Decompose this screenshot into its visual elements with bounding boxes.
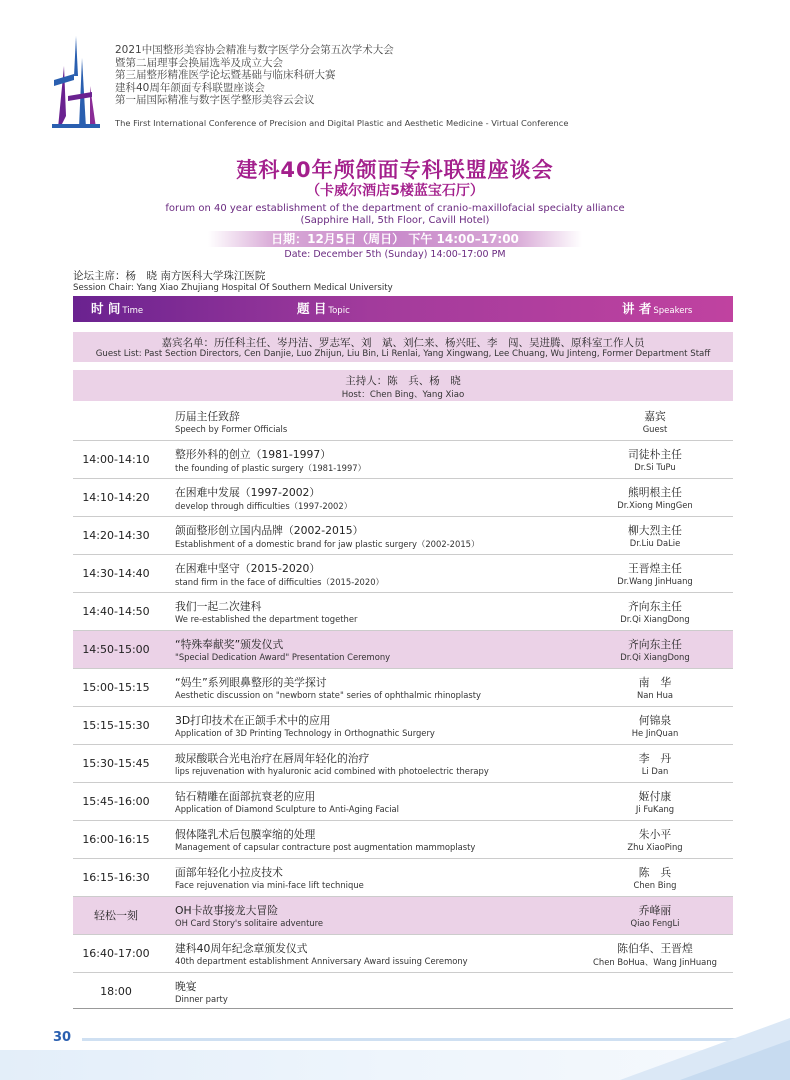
row-topic-en: Establishment of a domestic brand for jaw plastic surgery（2002-2015） (175, 539, 480, 549)
conference-logo (52, 36, 100, 128)
row-topic-en: Speech by Former Officials (175, 424, 288, 434)
row-topic-cn: “特殊奉献奖”颁发仪式 (175, 638, 284, 651)
row-time: 14:40-14:50 (82, 605, 150, 618)
title-english: forum on 40 year establishment of the department of cranio-maxillofacial specialty alliance (165, 203, 625, 214)
row-topic-cn: 在困难中坚守（2015-2020） (175, 562, 321, 575)
table-row (73, 859, 733, 897)
row-speaker-en: Dr.Si TuPu (634, 462, 676, 472)
row-speaker-cn: 齐向东主任 (628, 600, 682, 613)
row-speaker-en: Dr.Wang JinHuang (617, 576, 693, 586)
guest-list (73, 332, 733, 362)
row-speaker-cn: 南 华 (638, 676, 672, 689)
row-speaker-en: Dr.Qi XiangDong (620, 614, 690, 624)
row-speaker-en: Guest (642, 424, 668, 434)
row-topic-cn: 整形外科的创立（1981-1997） (175, 448, 332, 461)
row-time: 14:20-14:30 (82, 529, 150, 542)
table-row (73, 517, 733, 555)
table-row (73, 707, 733, 745)
row-topic-cn: 晚宴 (175, 980, 197, 993)
row-speaker-en: Zhu XiaoPing (627, 842, 683, 852)
header-line: 暨第二届理事会换届选举及成立大会 (115, 56, 283, 69)
row-topic-en: Face rejuvenation via mini-face lift technique (175, 880, 364, 890)
guest-list-cn: 嘉宾名单：历任科主任、岑丹洁、罗志军、刘 斌、刘仁来、杨兴旺、李 闯、吴进腾、原科室工作人员 (161, 337, 645, 349)
row-speaker-cn: 嘉宾 (644, 410, 666, 423)
row-speaker-cn: 柳大烈主任 (628, 524, 682, 537)
row-time: 15:15-15:30 (82, 719, 150, 732)
row-time: 14:00-14:10 (82, 453, 150, 466)
row-speaker-en: Chen Bing (633, 880, 677, 890)
row-topic-cn: 历届主任致辞 (175, 410, 240, 423)
table-row (73, 441, 733, 479)
row-topic-cn: 3D打印技术在正颌手术中的应用 (175, 714, 331, 727)
page-title: 建科40年颅颌面专科联盟座谈会 (236, 158, 554, 182)
session-chair-en: Session Chair: Yang Xiao Zhujiang Hospital Of Southern Medical University (73, 283, 393, 293)
row-speaker-en: Li Dan (641, 766, 669, 776)
row-time: 14:50-15:00 (82, 643, 150, 656)
row-topic-en: OH Card Story's solitaire adventure (175, 918, 324, 928)
host-cn: 主持人：陈 兵、杨 晓 (345, 375, 461, 387)
header-speakers: 讲 者 Speakers (622, 301, 693, 316)
row-speaker-en: Dr.Qi XiangDong (620, 652, 690, 662)
session-chair-cn: 论坛主席：杨 晓 南方医科大学珠江医院 (73, 270, 266, 282)
row-topic-en: Dinner party (175, 994, 228, 1004)
guest-list-en: Guest List: Past Section Directors, Cen Danjie, Luo Zhijun, Liu Bin, Li Renlai, Yang Xingwang, Lee Chuang, Wu Jinteng, Former Department Staff (95, 349, 711, 359)
row-speaker-cn: 李 丹 (638, 752, 672, 765)
row-speaker-en: He JinQuan (631, 728, 679, 738)
table-row (73, 745, 733, 783)
row-speaker-en: Dr.Xiong MingGen (617, 500, 693, 510)
table-row (73, 821, 733, 859)
host-en: Host：Chen Bing、Yang Xiao (341, 390, 465, 400)
row-speaker-en: Nan Hua (636, 690, 674, 700)
table-row (73, 897, 733, 935)
row-time: 18:00 (100, 985, 132, 998)
row-speaker-cn: 陈 兵 (638, 866, 672, 879)
footer-decoration (560, 1018, 790, 1080)
table-header (73, 296, 733, 322)
row-speaker-cn: 乔峰丽 (638, 904, 672, 917)
header-line: 建科40周年颌面专科联盟座谈会 (115, 81, 265, 94)
row-time: 15:00-15:15 (82, 681, 150, 694)
table-row (73, 783, 733, 821)
row-topic-en: the founding of plastic surgery（1981-1997） (175, 463, 367, 473)
row-topic-en: 40th department establishment Anniversary Award issuing Ceremony (175, 956, 468, 966)
row-topic-en: "Special Dedication Award" Presentation Ceremony (175, 652, 391, 662)
row-topic-cn: 面部年轻化小拉皮技术 (175, 866, 283, 879)
row-topic-cn: OH卡故事接龙大冒险 (175, 904, 278, 917)
header-line: 第三届整形精准医学论坛暨基础与临床科研大赛 (115, 69, 336, 82)
table-row (73, 479, 733, 517)
row-topic-en: Application of 3D Printing Technology in Orthognathic Surgery (175, 728, 435, 738)
date-cn: 日期：12月5日（周日） 下午 14:00–17:00 (208, 231, 582, 247)
table-row (73, 593, 733, 631)
row-speaker-cn: 何锦泉 (638, 714, 672, 727)
row-topic-en: Aesthetic discussion on "newborn state" series of ophthalmic rhinoplasty (175, 690, 481, 700)
row-topic-en: stand firm in the face of difficulties（2015-2020） (175, 577, 384, 587)
row-speaker-cn: 陈伯华、王晋煌 (617, 942, 693, 955)
table-row (73, 973, 733, 1009)
row-time: 14:30-14:40 (82, 567, 150, 580)
row-speaker-en: Qiao FengLi (630, 918, 680, 928)
row-time (73, 403, 159, 440)
row-speaker-cn: 姬付康 (638, 790, 672, 803)
row-topic-en: We re-established the department together (175, 614, 358, 624)
row-topic-cn: 建科40周年纪念章颁发仪式 (175, 942, 308, 955)
row-speaker-en: Dr.Liu DaLie (629, 538, 681, 548)
row-speaker-cn: 熊明根主任 (628, 486, 682, 499)
host-row (73, 370, 733, 401)
row-time: 15:45-16:00 (82, 795, 150, 808)
table-row (73, 631, 733, 669)
page-number: 30 (52, 1030, 72, 1045)
table-row (73, 669, 733, 707)
header-english: The First International Conference of Precision and Digital Plastic and Aesthetic Medicine - Virtual Conference (115, 118, 569, 128)
table-row (73, 935, 733, 973)
row-time: 15:30-15:45 (82, 757, 150, 770)
table-row (73, 403, 733, 441)
row-topic-cn: 我们一起二次建科 (175, 600, 262, 613)
row-topic-cn: 假体隆乳术后包膜挛缩的处理 (175, 828, 316, 841)
row-topic-cn: 玻尿酸联合光电治疗在唇周年轻化的治疗 (175, 752, 370, 765)
date-english: Date: December 5th (Sunday) 14:00-17:00 PM (284, 249, 506, 260)
header-topic: 题 目 Topic (297, 301, 350, 316)
conference-header (115, 44, 394, 107)
row-topic-cn: 颌面整形创立国内品牌（2002-2015） (175, 524, 364, 537)
header-line: 第一届国际精准与数字医学整形美容云会议 (115, 94, 315, 107)
row-speaker-cn: 朱小平 (638, 828, 672, 841)
row-time: 16:15-16:30 (82, 871, 150, 884)
row-time: 14:10-14:20 (82, 491, 150, 504)
row-speaker-en: Ji FuKang (635, 804, 675, 814)
header-line: 2021中国整形美容协会精准与数字医学分会第五次学术大会 (115, 44, 394, 56)
venue-cn: （卡威尔酒店5楼蓝宝石厅） (306, 183, 484, 199)
table-row (73, 555, 733, 593)
row-topic-en: lips rejuvenation with hyaluronic acid combined with photoelectric therapy (175, 766, 489, 776)
row-time: 16:40-17:00 (82, 947, 150, 960)
row-speaker-cn: 司徒朴主任 (628, 448, 682, 461)
row-time: 轻松一刻 (94, 909, 138, 922)
row-time: 16:00-16:15 (82, 833, 150, 846)
venue-english: (Sapphire Hall, 5th Floor, Cavill Hotel) (300, 215, 490, 226)
row-topic-en: develop through difficulties（1997-2002） (175, 501, 353, 511)
row-topic-cn: “妈生”系列眼鼻整形的美学探讨 (175, 676, 327, 689)
row-speaker-cn: 齐向东主任 (628, 638, 682, 651)
row-speaker-cn: 王晋煌主任 (628, 562, 682, 575)
header-time: 时 间 Time (91, 301, 144, 316)
row-topic-cn: 在困难中发展（1997-2002） (175, 486, 321, 499)
row-topic-cn: 钻石精雕在面部抗衰老的应用 (175, 790, 316, 803)
row-speaker-en: Chen BoHua、Wang JinHuang (593, 957, 717, 967)
row-topic-en: Management of capsular contracture post augmentation mammoplasty (175, 842, 476, 852)
row-topic-en: Application of Diamond Sculpture to Anti-Aging Facial (175, 804, 399, 814)
